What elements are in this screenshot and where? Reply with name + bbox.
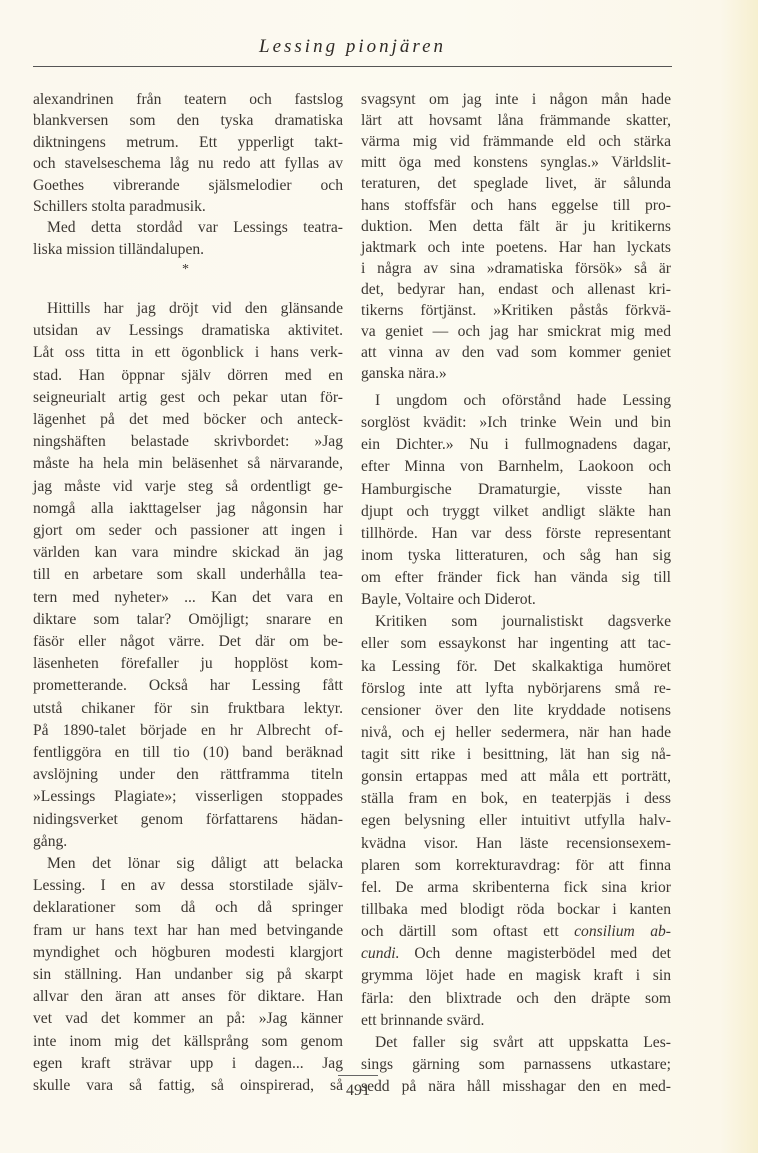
line-text: ka Lessing för. Det skalkaktiga humöret <box>361 657 671 675</box>
text-line <box>361 766 671 788</box>
line-text: tikerns förtjänst. »Kritiken påstås förkvä- <box>361 302 671 319</box>
text-line <box>361 611 671 633</box>
text-line <box>33 720 343 742</box>
text-line <box>361 788 671 810</box>
line-text: djupt och tryggt vilket andligt släkte han <box>361 502 671 520</box>
text-line <box>361 678 671 700</box>
line-text: prometterande. Också har Lessing fått <box>33 677 343 695</box>
text-line <box>361 456 671 478</box>
text-line <box>33 1008 343 1030</box>
line-text: Schillers stolta paradmusik. <box>33 198 206 215</box>
line-text: tillbaka med blodigt röda bockar i kanten <box>361 900 671 918</box>
line-text: sin ställning. Han undanber sig på skarpt <box>33 966 343 983</box>
line-text: jaktmark och inte poetens. Har han lyckats <box>361 238 671 256</box>
text-line <box>33 564 343 586</box>
text-line <box>33 986 343 1008</box>
text-line <box>33 342 343 364</box>
line-text: mitt öga med konstens synglas.» Världslit- <box>361 154 671 172</box>
line-text: sings gärning som parnassens utkastare; <box>361 1055 671 1073</box>
text-line <box>33 387 343 409</box>
line-text: diktare som talar? Omöjligt; snarare en <box>33 610 343 628</box>
text-line <box>361 523 671 545</box>
line-text: Lessing. I en av dessa storstilade själv- <box>33 877 343 895</box>
text-line <box>33 698 343 720</box>
text-line <box>33 653 343 675</box>
line-text: alexandrinen från teatern och fastslog <box>33 91 343 108</box>
line-text: gjort om seder och passioner att ingen i <box>33 522 343 539</box>
text-line <box>33 920 343 942</box>
line-text: egen belysning eller intuitivt utfylla halv- <box>361 812 671 830</box>
line-text: gonsin ertappas med att måla ett porträtt, <box>361 768 671 786</box>
line-text: förslog inte att lyfta nybörjarens små re- <box>361 679 671 697</box>
line-text: nomgå alla iakttagelser jag någonsin har <box>33 499 343 517</box>
text-line <box>361 1076 671 1098</box>
text-line <box>361 110 671 132</box>
text-line <box>33 942 343 964</box>
line-text: tillhörde. Han var dess förste representant <box>361 524 671 542</box>
italic-text: consilium ab- <box>574 923 671 941</box>
text-line <box>361 173 671 195</box>
text-line <box>361 434 671 456</box>
text-line <box>361 237 671 259</box>
line-text: myndighet och högburen modesti klargjort <box>33 943 343 961</box>
line-text: nivå, och ej heller sedermera, när han hade <box>361 723 671 741</box>
text-line <box>361 131 671 153</box>
text-line <box>361 943 671 965</box>
line-text: att vinna av den vad som kommer geniet <box>361 344 671 362</box>
text-line <box>361 501 671 523</box>
text-line <box>33 542 343 564</box>
text-line <box>33 89 343 111</box>
line-text: sedd på nära håll misshagar den en med- <box>361 1078 671 1096</box>
line-text: fel. De arma skribenterna fick sina krior <box>361 878 671 896</box>
line-text: tern med nyheter» ... Kan det vara en <box>33 588 343 606</box>
line-text: seigneurialt artig gest och pekar utan för- <box>33 388 343 406</box>
text-line <box>361 390 671 412</box>
text-line <box>33 239 343 261</box>
text-line <box>361 342 671 364</box>
line-text: Goethes vibrerande själsmelodier och <box>33 176 343 194</box>
text-line <box>361 412 671 434</box>
text-line <box>33 786 343 808</box>
line-text: ett brinnande svärd. <box>361 1011 485 1029</box>
line-text: deklarationer som då och då springer <box>33 899 343 917</box>
text-line <box>33 742 343 764</box>
text-line <box>33 609 343 631</box>
line-text: måste ha hela min beläsenhet så närvarande, <box>33 455 343 473</box>
line-text: utstå chikaner för sin fruktbara lektyr. <box>33 699 343 717</box>
italic-text: cundi. <box>361 945 400 963</box>
text-line <box>33 409 343 431</box>
line-text: ställa fram en bok, en teaterpjäs i dess <box>361 790 671 808</box>
line-text: kvädna visor. Han läste recensionsexem- <box>361 834 671 852</box>
line-text: sorglöst kvädit: »Ich trinke Wein und bin <box>361 414 671 432</box>
text-line <box>361 1054 671 1076</box>
text-line <box>361 833 671 855</box>
line-text: färla: den blixtrade och den dräpte som <box>361 989 671 1007</box>
text-line <box>33 175 343 197</box>
text-line <box>33 520 343 542</box>
line-text: Hamburgische Dramaturgie, visste han <box>361 480 671 498</box>
text-line <box>361 479 671 501</box>
text-line <box>33 153 343 175</box>
text-line <box>361 589 671 611</box>
line-text: va geniet — och jag har smickrat mig med <box>361 323 671 341</box>
section-separator: * <box>182 262 189 277</box>
text-line <box>361 656 671 678</box>
line-text: Men det lönar sig dåligt att belacka <box>47 855 343 872</box>
text-line <box>361 363 671 385</box>
line-text: Med detta stordåd var Lessings teatra- <box>47 219 343 237</box>
text-line <box>33 320 343 342</box>
text-line <box>361 300 671 322</box>
text-line <box>33 897 343 919</box>
line-text: världen kan vara mindre skickad än jag <box>33 544 343 562</box>
line-text: jag måste vid varje steg så ordentligt ge- <box>33 477 343 495</box>
text-line <box>361 258 671 280</box>
text-line <box>33 631 343 653</box>
text-line <box>33 431 343 453</box>
line-text: lägenhet på det med böcker och anteck- <box>33 411 343 428</box>
line-text: fentliggöra en till tio (10) band beräknad <box>33 744 343 761</box>
text-line <box>33 196 343 218</box>
text-line <box>361 921 671 943</box>
text-line <box>361 722 671 744</box>
text-line <box>33 1053 343 1075</box>
text-line <box>361 855 671 877</box>
line-text: hans stoffsfär och hans eggelse till pro- <box>361 196 671 214</box>
line-text: avslöjning under den rättframma titeln <box>33 766 343 784</box>
line-text: censioner över den lite kryddade notisens <box>361 701 671 719</box>
text-line <box>361 89 671 111</box>
text-line <box>33 476 343 498</box>
text-line <box>33 675 343 697</box>
text-line <box>33 453 343 475</box>
line-text: ganska nära.» <box>361 365 447 383</box>
line-text: teraturen, det speglade livet, är sålunda <box>361 175 671 193</box>
line-text: det, bedyrar han, endast och allenast kri- <box>361 280 671 298</box>
text-line <box>361 1032 671 1054</box>
line-text: nidingsverket genom författarens hädan- <box>33 810 343 828</box>
line-text: skulle vara så fattig, så oinspirerad, så <box>33 1077 343 1094</box>
line-text: gång. <box>33 832 68 850</box>
line-text: I ungdom och oförstånd hade Lessing <box>375 392 671 409</box>
page-number: 491 <box>346 1082 370 1099</box>
text-line <box>361 744 671 766</box>
text-line <box>33 831 343 853</box>
line-text: stad. Han öppnar själv dörren med en <box>33 366 343 384</box>
text-line <box>361 545 671 567</box>
line-text: allvar den äran att anses för diktare. Han <box>33 988 343 1006</box>
text-line <box>361 633 671 655</box>
line-text: vet vad det kommer an på: »Jag känner <box>33 1010 343 1028</box>
line-text: läsenheten förefaller ju hopplöst kom- <box>33 655 343 673</box>
line-text: efter Minna von Barnhelm, Laokoon och <box>361 458 671 476</box>
text-line <box>361 877 671 899</box>
text-line <box>33 365 343 387</box>
line-text: och stavelseschema låg nu redo att fyllas av <box>33 155 343 173</box>
text-line <box>33 964 343 986</box>
text-line <box>33 498 343 520</box>
running-header: Lessing pionjären <box>259 36 446 57</box>
line-text: eller som essaykonst har ingenting att tac- <box>361 635 671 653</box>
text-line <box>361 988 671 1010</box>
line-text: utsidan av Lessings dramatiska aktivitet. <box>33 322 343 340</box>
line-text: Hittills har jag dröjt vid den glänsande <box>47 300 343 317</box>
text-line <box>361 700 671 722</box>
text-line <box>361 567 671 589</box>
line-text: ein Dichter.» Nu i fullmognadens dagar, <box>361 436 671 454</box>
text-line <box>33 1031 343 1053</box>
text-line <box>33 1075 343 1097</box>
line-text: »Lessings Plagiate»; visserligen stoppades <box>33 788 343 806</box>
line-text: tagit sitt rike i besittning, lät han sig nå- <box>361 746 671 764</box>
line-text: Det faller sig svårt att uppskatta Les- <box>375 1033 671 1051</box>
text-line <box>33 587 343 609</box>
line-text: till en arbetare som skall underhålla tea- <box>33 566 343 584</box>
text-line <box>33 132 343 154</box>
text-line <box>361 195 671 217</box>
text-line <box>361 216 671 238</box>
line-text: Och denne magisterbödel med det <box>399 945 671 963</box>
text-line <box>361 321 671 343</box>
text-line <box>33 217 343 239</box>
text-line <box>33 875 343 897</box>
line-text: Kritiken som journalistiskt dagsverke <box>375 613 671 631</box>
line-text: fram ur hans text har han med betvingande <box>33 921 343 939</box>
line-text: i några av sina »dramatiska försök» så är <box>361 259 671 277</box>
line-text: Låt oss titta in ett ögonblick i hans verk- <box>33 344 343 362</box>
line-text: lärt att hovsamt låna främmande skatter, <box>361 112 671 130</box>
line-text: liska mission tilländalupen. <box>33 240 205 258</box>
line-text: svagsynt om jag inte i någon mån hade <box>361 91 671 108</box>
line-text: Bayle, Voltaire och Diderot. <box>361 591 536 609</box>
line-text: och därtill som oftast ett <box>361 923 575 941</box>
line-text: om efter fränder fick han vända sig till <box>361 569 671 587</box>
text-line <box>361 152 671 174</box>
line-text: egen kraft strävar upp i dagen... Jag <box>33 1054 343 1072</box>
text-line <box>361 965 671 987</box>
header-rule <box>33 66 672 67</box>
text-line <box>33 110 343 132</box>
line-text: grymma löjet hade en magisk kraft i sin <box>361 967 671 985</box>
text-line <box>33 853 343 875</box>
line-text: blankversen som den tyska dramatiska <box>33 112 343 130</box>
line-text: diktningens metrum. Ett ypperligt takt- <box>33 133 343 151</box>
line-text: fäsör eller något värre. Det där om be- <box>33 633 343 650</box>
page-number-rule <box>338 1075 378 1076</box>
line-text: värma mig vid främmande eld och stärka <box>361 133 671 151</box>
text-line <box>361 899 671 921</box>
line-text: inom tyska litteraturen, och såg han sig <box>361 546 671 564</box>
text-line <box>33 764 343 786</box>
text-line <box>361 1010 671 1032</box>
text-line <box>361 810 671 832</box>
text-line <box>361 279 671 301</box>
text-line <box>33 809 343 831</box>
line-text: inte inom mig det källsprång som genom <box>33 1032 343 1050</box>
line-text: ningshäften belastade skrivbordet: »Jag <box>33 433 343 451</box>
line-text: På 1890-talet började en hr Albrecht of- <box>33 721 343 739</box>
text-line <box>33 298 343 320</box>
line-text: plaren som korrekturavdrag: för att finna <box>361 856 671 874</box>
line-text: duktion. Men detta fält är ju kritikerns <box>361 217 671 235</box>
